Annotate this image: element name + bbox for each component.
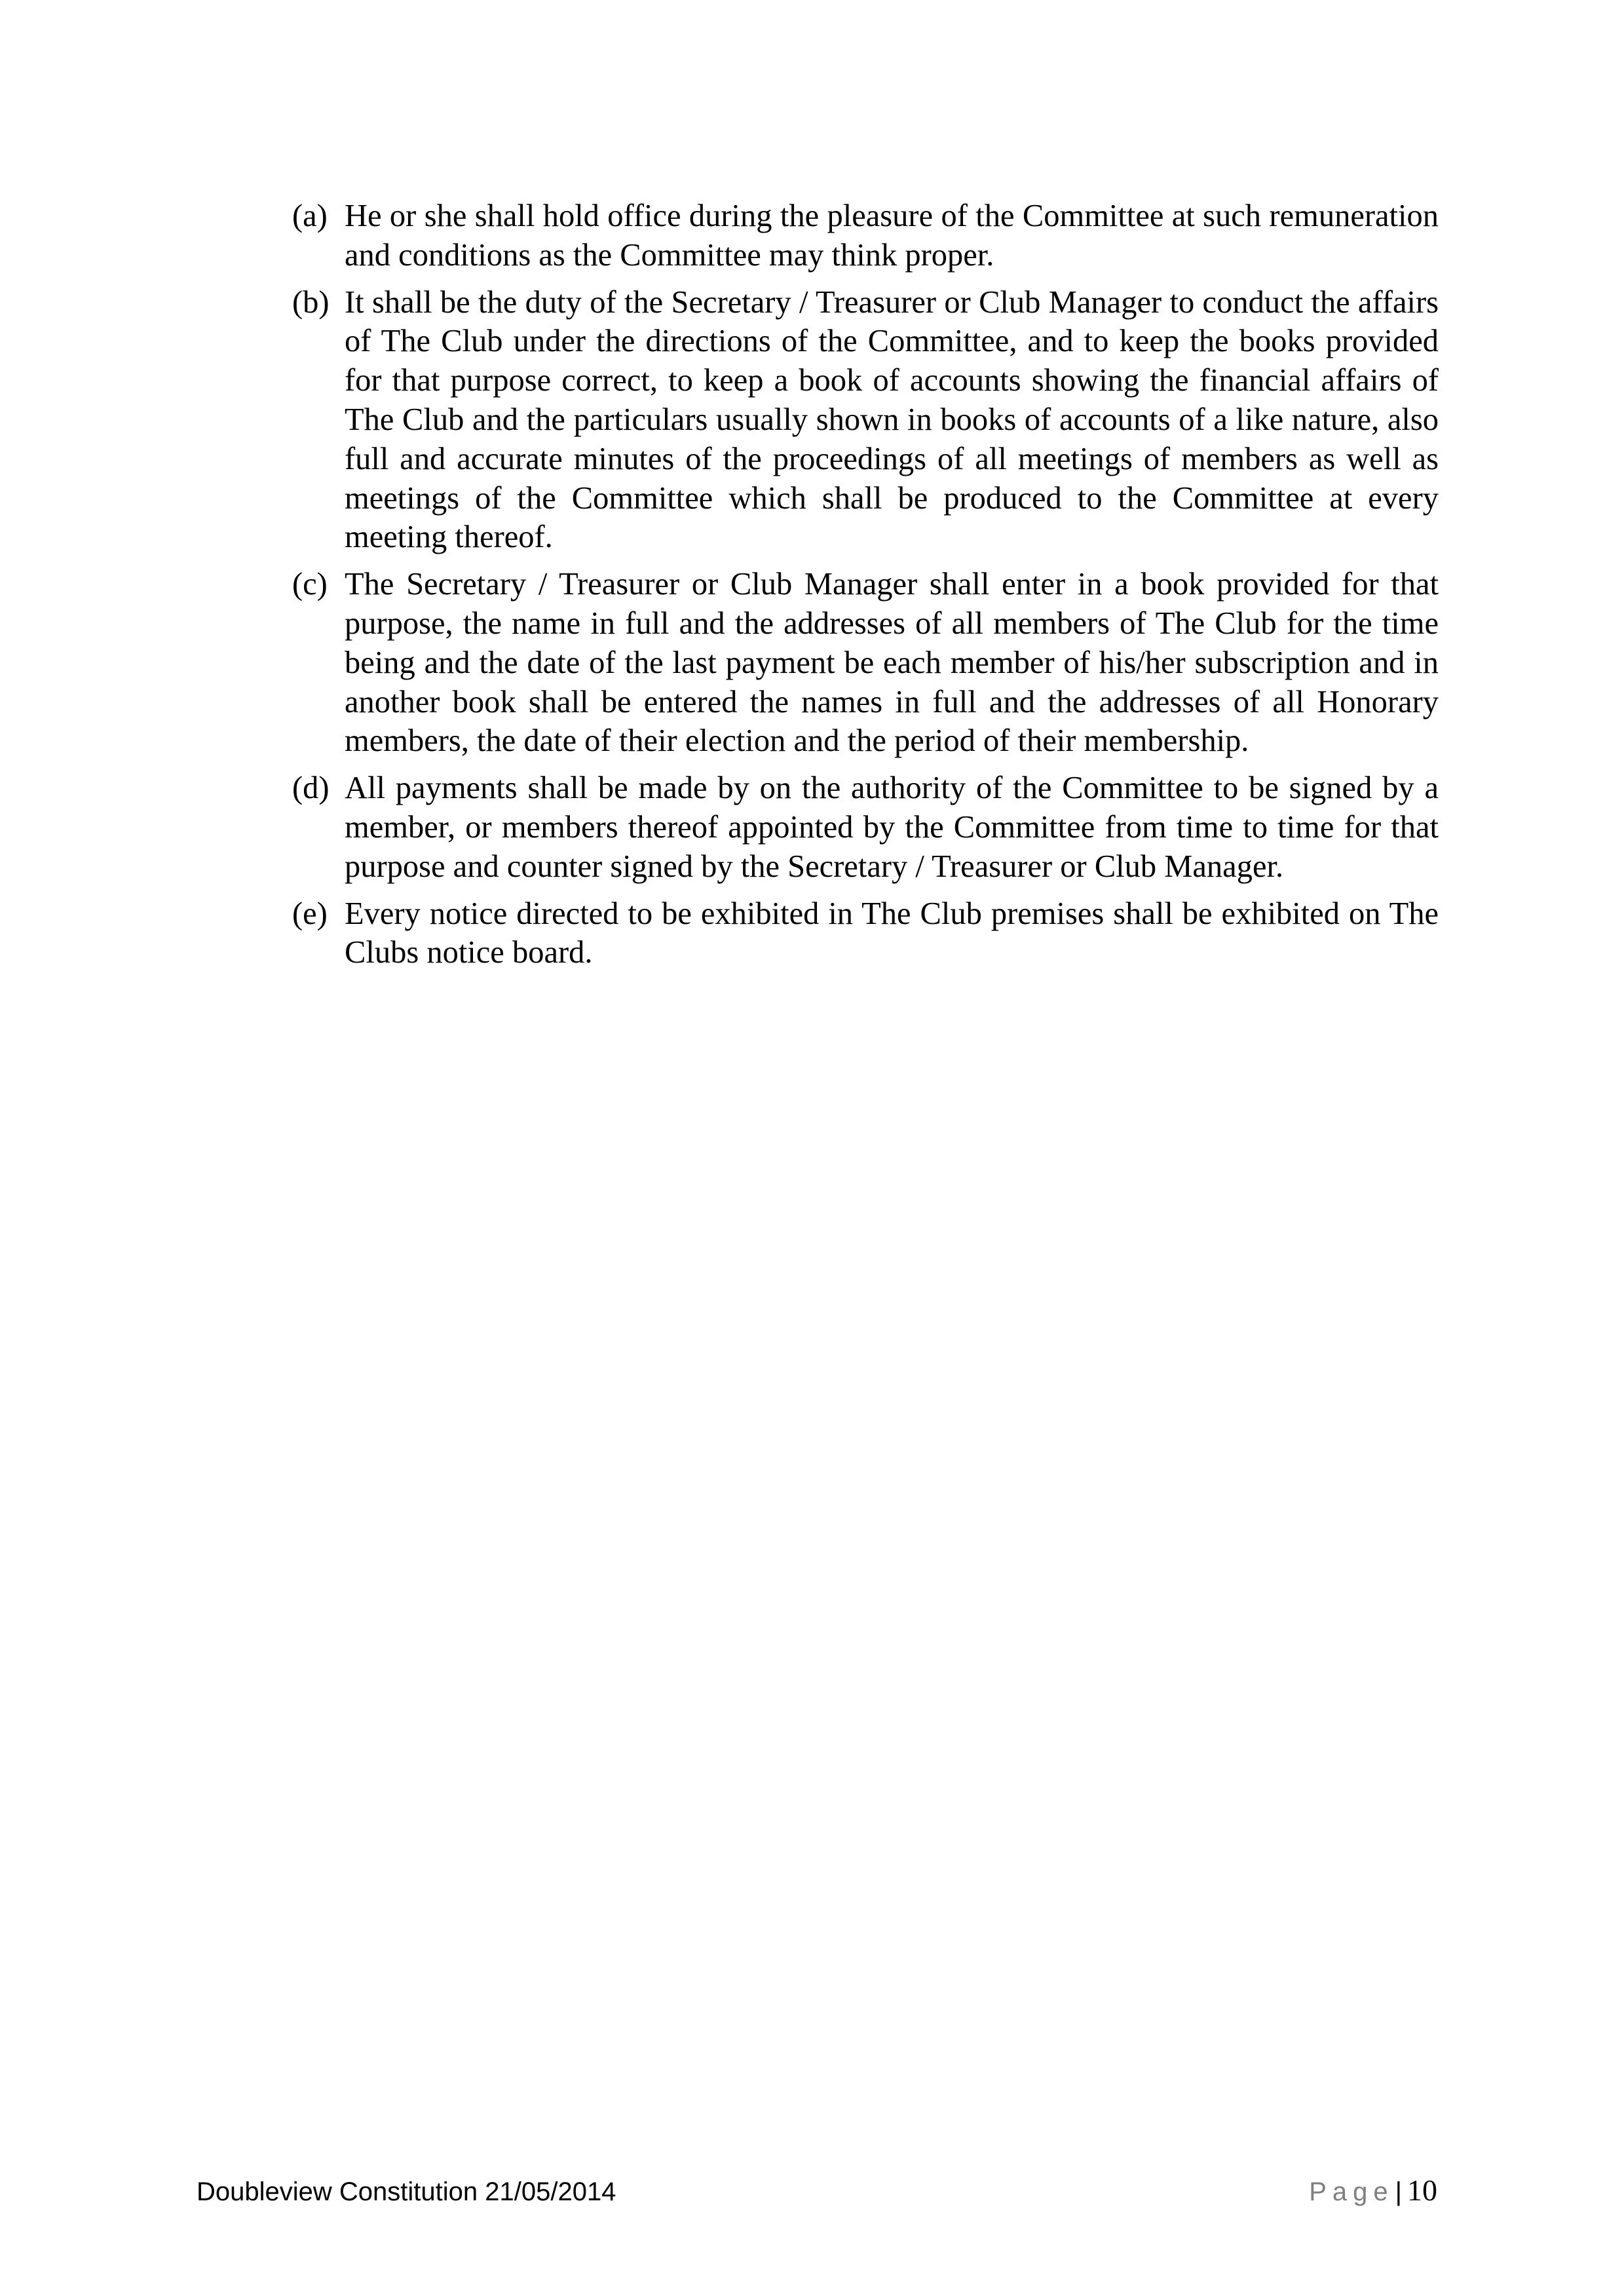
clause-marker: (d) [292,771,330,806]
clause-text: It shall be the duty of the Secretary / Treasurer or Club Manager to conduct the affairs of The Club under the directions of the Committee, and to keep the books provided for that purpose correct, to keep a book of accounts showing the financial affairs of The Club and the particulars usually shown in books of accounts of a like nature, also full and accurate minutes of the proceedings of all meetings of members as well as meetings of the Committee which shall be produced to the Committee at every meeting thereof. [345,284,1439,555]
page-separator: | [1395,2177,1402,2206]
footer-document-title: Doubleview Constitution 21/05/2014 [197,2177,616,2206]
clause-e [292,894,1439,973]
clause-marker: (a) [292,199,328,233]
clause-list [292,197,1439,980]
clause-text: The Secretary / Treasurer or Club Manager shall enter in a book provided for that purpose, the name in full and the addresses of all members of The Club for the time being and the date of the last payment be each member of his/her subscription and in another book shall be entered the names in full and the addresses of all Honorary members, the date of their election and the period of their membership. [345,567,1439,759]
page-indicator [1309,2173,1437,2208]
page-label: Page [1309,2177,1394,2206]
clause-d [292,769,1439,886]
clause-a [292,197,1439,275]
clause-marker: (b) [292,284,330,320]
clause-text: All payments shall be made by on the authority of the Committee to be signed by a member, or members thereof appointed by the Committee from time to time for that purpose and counter signed by the Secretary / Treasurer or Club Manager. [345,771,1439,884]
page-footer [197,2173,1437,2212]
page-number: 10 [1407,2173,1437,2207]
clause-text: He or she shall hold office during the pleasure of the Committee at such remuneration and conditions as the Committee may think proper. [345,199,1439,273]
clause-b [292,283,1439,558]
clause-marker: (c) [292,567,328,602]
clause-c [292,565,1439,761]
clause-marker: (e) [292,896,328,931]
clause-text: Every notice directed to be exhibited in The Club premises shall be exhibited on The Clubs notice board. [345,896,1439,970]
